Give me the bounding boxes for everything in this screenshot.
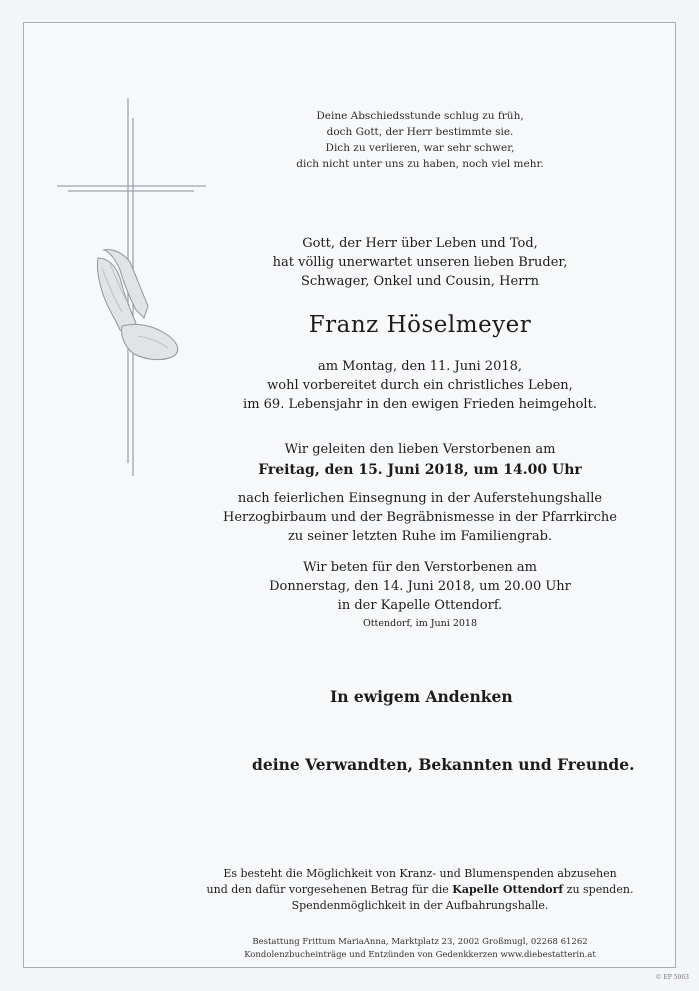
memorial-heading: In ewigem Andenken	[330, 687, 513, 706]
undertaker-line: Bestattung Frittum MariaAnna, Marktplatz 23, 2002 Großmugl, 02268 61262	[252, 937, 588, 947]
poem	[180, 108, 660, 172]
mourners-line: deine Verwandten, Bekannten und Freunde.	[252, 755, 635, 774]
intro-line: Gott, der Herr über Leben und Tod,	[302, 236, 538, 251]
undertaker-line: Kondolenzbucheinträge und Entzünden von Gedenkkerzen www.diebestatterin.at	[244, 950, 596, 960]
death-line: wohl vorbereitet durch ein christliches Leben,	[267, 378, 573, 393]
ceremony-line: zu seiner letzten Ruhe im Familiengrab.	[287, 529, 553, 544]
poem-line: Dich zu verlieren, war sehr schwer,	[325, 142, 515, 154]
ceremony-line: Herzogbirbaum und der Begräbnismesse in der Pfarrkirche	[222, 510, 617, 525]
template-code: © EP 5063	[655, 974, 689, 981]
death-line: im 69. Lebensjahr in den ewigen Frieden heimgeholt.	[243, 397, 597, 412]
prayer-line: Wir beten für den Verstorbenen am	[303, 560, 537, 575]
deceased-name: Franz Höselmeyer	[308, 312, 532, 338]
donation-line: Es besteht die Möglichkeit von Kranz- und Blumenspenden abzusehen	[223, 867, 617, 880]
place-date: Ottendorf, im Juni 2018	[362, 618, 478, 629]
prayer-line: Donnerstag, den 14. Juni 2018, um 20.00 Uhr	[269, 579, 571, 594]
funeral-date: Freitag, den 15. Juni 2018, um 14.00 Uhr	[258, 462, 582, 478]
poem-line: dich nicht unter uns zu haben, noch viel mehr.	[296, 158, 544, 170]
intro-line: hat völlig unerwartet unseren lieben Bruder,	[272, 255, 568, 270]
poem-line: doch Gott, der Herr bestimmte sie.	[326, 126, 514, 138]
prayer-line: in der Kapelle Ottendorf.	[337, 598, 503, 613]
death-text	[180, 357, 660, 414]
poem-line: Deine Abschiedsstunde schlug zu früh,	[316, 110, 524, 122]
intro-line: Schwager, Onkel und Cousin, Herrn	[300, 274, 540, 289]
undertaker-info	[180, 936, 660, 962]
donation-text: und den dafür vorgesehenen Betrag für die	[206, 883, 453, 896]
ceremony-line: nach feierlichen Einsegnung in der Auferstehungshalle	[237, 491, 603, 506]
donation-note	[180, 866, 660, 914]
prayer-text	[180, 558, 660, 615]
donation-text: zu spenden.	[563, 883, 634, 896]
donation-recipient: Kapelle Ottendorf	[452, 883, 564, 896]
donation-line	[180, 882, 660, 898]
intro-text	[180, 234, 660, 291]
death-line: am Montag, den 11. Juni 2018,	[317, 359, 523, 374]
escort-text: Wir geleiten den lieben Verstorbenen am	[284, 442, 556, 457]
donation-line: Spendenmöglichkeit in der Aufbahrungshalle.	[291, 899, 549, 912]
ceremony-text	[180, 489, 660, 546]
